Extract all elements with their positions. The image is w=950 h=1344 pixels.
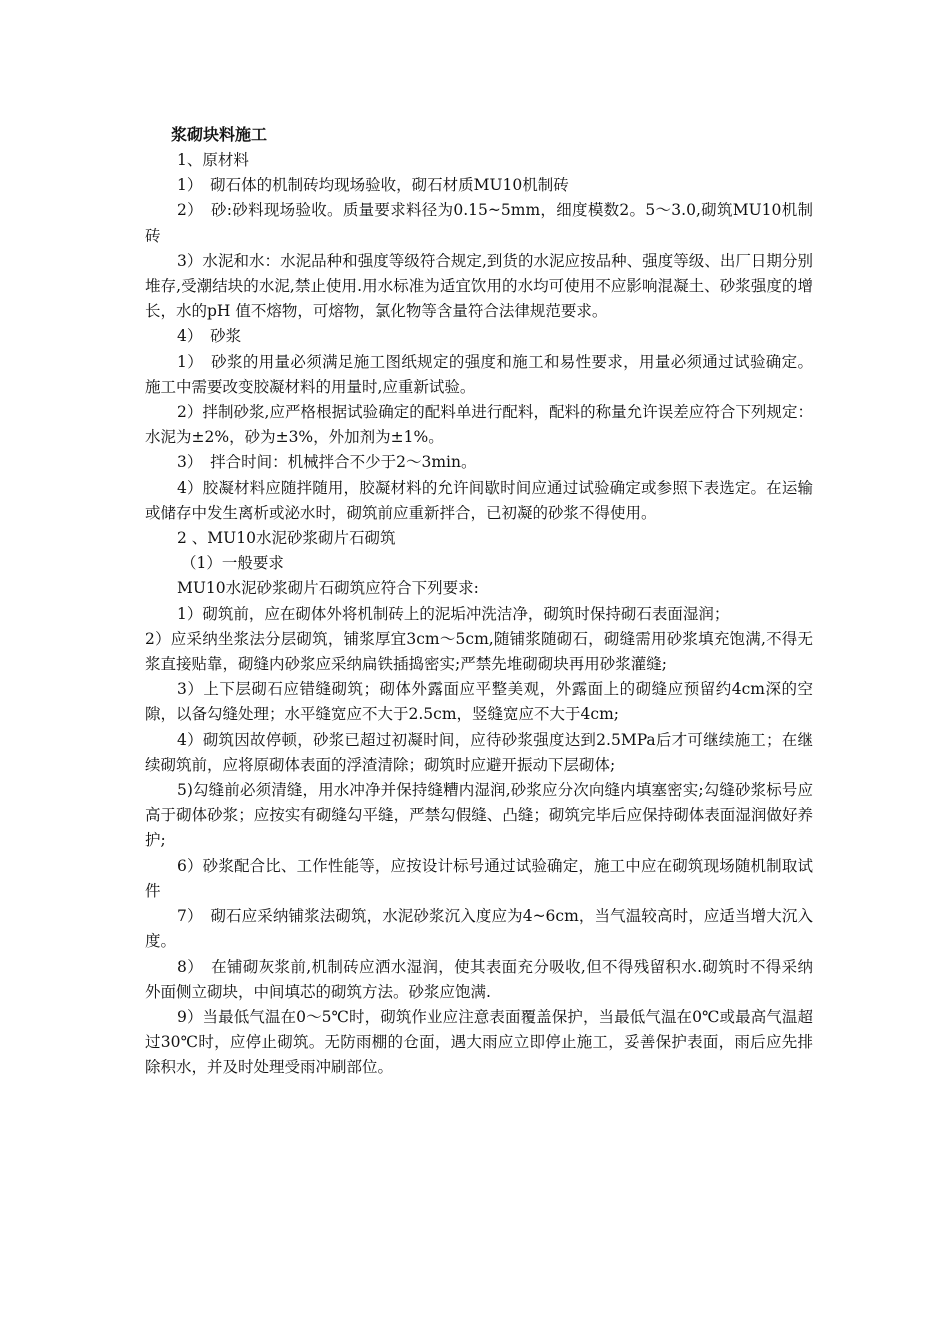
paragraph: 3）上下层砌石应错缝砌筑；砌体外露面应平整美观，外露面上的砌缝应预留约4cm深的空隙，以备勾缝处理；水平缝宽应不大于2.5cm，竖缝宽应不大于4cm; bbox=[145, 680, 813, 724]
paragraph: 4）胶凝材料应随拌随用，胶凝材料的允许间歇时间应通过试验确定或参照下表选定。在运输或储存中发生离析或泌水时，砌筑前应重新拌合，已初凝的砂浆不得使用。 bbox=[145, 478, 813, 522]
document-page bbox=[145, 122, 813, 1081]
paragraph: 9）当最低气温在0～5℃时，砌筑作业应注意表面覆盖保护，当最低气温在0℃或最高气温超过30℃时，应停止砌筑。无防雨棚的仓面，遇大雨应立即停止施工，妥善保护表面，雨后应先排除积水，并及时处理受雨冲刷部位。 bbox=[145, 1007, 813, 1077]
paragraph: 1） 砂浆的用量必须满足施工图纸规定的强度和施工和易性要求，用量必须通过试验确定。施工中需要改变胶凝材料的用量时,应重新试验。 bbox=[145, 352, 813, 396]
paragraph: （1）一般要求 bbox=[181, 554, 284, 573]
paragraph: 7） 砌石应采纳铺浆法砌筑，水泥砂浆沉入度应为4~6cm，当气温较高时，应适当增大沉入度。 bbox=[145, 907, 813, 951]
paragraph: 3） 拌合时间：机械拌合不少于2～3min。 bbox=[177, 453, 477, 472]
paragraph: 1、原材料 bbox=[177, 151, 249, 169]
paragraph: 2 、MU10水泥砂浆砌片石砌筑 bbox=[177, 529, 396, 548]
paragraph: MU10水泥砂浆砌片石砌筑应符合下列要求: bbox=[177, 579, 479, 598]
paragraph: 1） 砌石体的机制砖均现场验收，砌石材质MU10机制砖 bbox=[177, 176, 569, 195]
paragraph: 1）砌筑前，应在砌体外将机制砖上的泥垢冲洗洁净，砌筑时保持砌石表面湿润； bbox=[177, 604, 730, 623]
document-title: 浆砌块料施工 bbox=[171, 125, 268, 144]
document-body bbox=[145, 148, 813, 1081]
paragraph: 6）砂浆配合比、工作性能等，应按设计标号通过试验确定，施工中应在砌筑现场随机制取试件 bbox=[145, 856, 813, 900]
paragraph: 2）拌制砂浆,应严格根据试验确定的配料单进行配料，配料的称量允许误差应符合下列规定：水泥为±2%，砂为±3%，外加剂为±1%。 bbox=[145, 403, 813, 447]
paragraph: 5)勾缝前必须清缝，用水冲净并保持缝糟内湿润,砂浆应分次向缝内填塞密实;勾缝砂浆标号应高于砌体砂浆；应按实有砌缝勾平缝，严禁勾假缝、凸缝；砌筑完毕后应保持砌体表面湿润做好养护; bbox=[145, 781, 813, 850]
paragraph: 8） 在铺砌灰浆前,机制砖应洒水湿润，使其表面充分吸收,但不得残留积水.砌筑时不得采纳外面侧立砌块，中间填芯的砌筑方法。砂浆应饱满. bbox=[145, 957, 813, 1001]
paragraph: 2）应采纳坐浆法分层砌筑，铺浆厚宜3cm～5cm,随铺浆随砌石，砌缝需用砂浆填充饱满,不得无浆直接贴靠，砌缝内砂浆应采纳扁铁插捣密实;严禁先堆砌砌块再用砂浆灌缝; bbox=[145, 629, 813, 674]
paragraph: 4）砌筑因故停顿，砂浆已超过初凝时间，应待砂浆强度达到2.5MPa后才可继续施工；在继续砌筑前，应将原砌体表面的浮渣清除；砌筑时应避开振动下层砌体; bbox=[145, 730, 813, 774]
paragraph: 3）水泥和水：水泥品种和强度等级符合规定,到货的水泥应按品种、强度等级、出厂日期分别堆存,受潮结块的水泥,禁止使用.用水标准为适宜饮用的水均可使用不应影响混凝土、砂浆强度的增长，水的pH 值不熔物，可熔物，氯化物等含量符合法律规范要求。 bbox=[145, 251, 813, 321]
paragraph: 2） 砂:砂料现场验收。质量要求料径为0.15~5mm，细度模数2。5～3.0,砌筑MU10机制砖 bbox=[145, 201, 813, 245]
paragraph: 4） 砂浆 bbox=[177, 327, 242, 346]
